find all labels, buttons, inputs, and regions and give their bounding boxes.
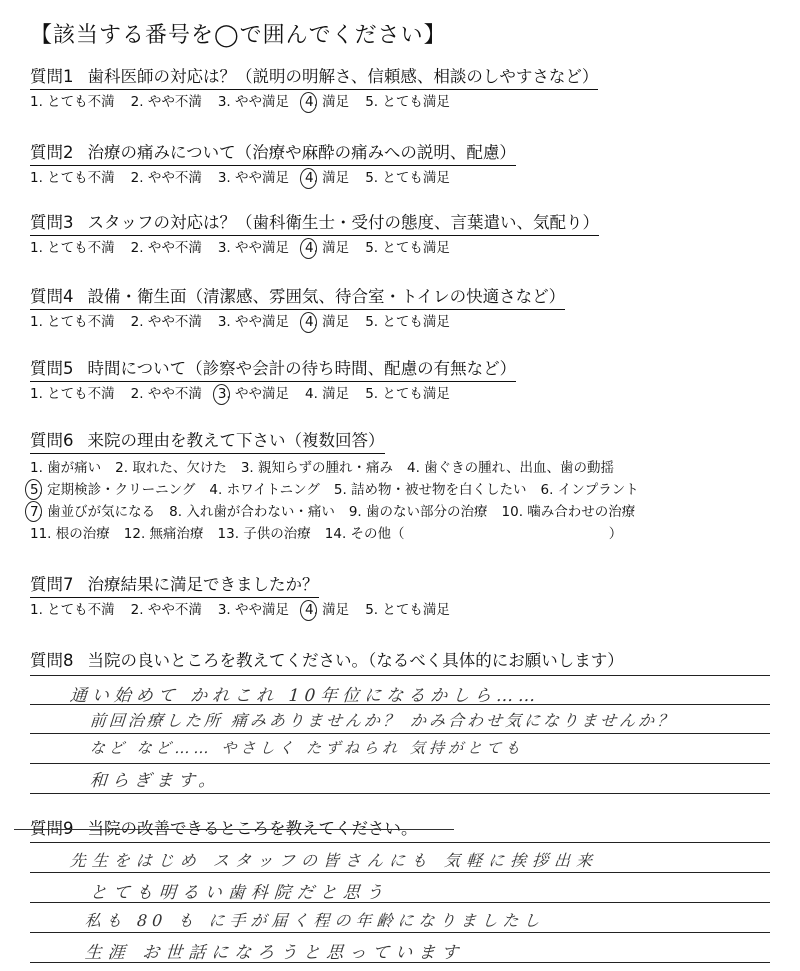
option[interactable]: 10. 噛み合わせの治療 (501, 504, 636, 520)
question-number: 質問7 (30, 575, 74, 594)
question-title (30, 650, 624, 673)
option[interactable]: 12. 無痛治療 (123, 526, 204, 542)
option-4-circled[interactable]: 4. 満足 (305, 170, 350, 186)
option-1[interactable]: 1. とても不満 (30, 386, 115, 402)
options-row (30, 501, 770, 523)
option-2[interactable]: 2. やや不満 (130, 170, 202, 186)
question-text: 当院の改善できるところを教えてください。 (87, 819, 418, 838)
question-title (30, 142, 516, 166)
handwritten-answer-line: 先生をはじめ スタッフの皆さんにも 気軽に挨拶出来 (69, 851, 599, 870)
question-text: 時間について（診察や会計の待ち時間、配慮の有無など） (87, 359, 517, 378)
question-number: 質問4 (30, 287, 74, 306)
option-4-circled[interactable]: 4. 満足 (305, 314, 350, 330)
option[interactable]: 2. 取れた、欠けた (115, 460, 227, 476)
option[interactable]: 13. 子供の治療 (217, 526, 311, 542)
option-3[interactable]: 3. やや満足 (217, 240, 290, 256)
question-number: 質問1 (30, 67, 74, 86)
rule-line (30, 675, 770, 676)
question-text: 設備・衛生面（清潔感、雰囲気、待合室・トイレの快適さなど） (87, 287, 566, 306)
rule-line (30, 793, 770, 794)
option[interactable]: 11. 根の治療 (30, 526, 110, 542)
option-1[interactable]: 1. とても不満 (30, 602, 115, 618)
option-1[interactable]: 1. とても不満 (30, 240, 115, 256)
option-4-circled[interactable]: 4. 満足 (305, 94, 350, 110)
option[interactable]: 1. 歯が痛い (30, 460, 102, 476)
question-title (30, 212, 599, 236)
options-row (30, 238, 770, 258)
question-5 (30, 358, 770, 404)
option-other[interactable]: 14. その他（ (324, 526, 405, 542)
question-number: 質問5 (30, 359, 74, 378)
page-title: 【該当する番号を◯で囲んでください】 (30, 23, 447, 48)
option-circled[interactable]: 7. 歯並びが気になる (30, 501, 155, 523)
question-number: 質問2 (30, 143, 74, 162)
option-2[interactable]: 2. やや不満 (130, 602, 202, 618)
question-7 (30, 574, 770, 620)
option-5[interactable]: 5. とても満足 (365, 94, 450, 110)
question-title (30, 66, 598, 90)
option-3-circled[interactable]: 3. やや満足 (217, 386, 290, 402)
question-number: 質問9 (30, 819, 74, 838)
option-2[interactable]: 2. やや不満 (130, 386, 202, 402)
question-title (30, 574, 319, 598)
question-text: 治療の痛みについて（治療や麻酔の痛みへの説明、配慮） (87, 143, 516, 162)
option-1[interactable]: 1. とても不満 (30, 170, 115, 186)
handwritten-answer-line: 通い始めて かれこれ 10年位になるかしら…… (69, 686, 541, 706)
question-number: 質問8 (30, 651, 74, 670)
option-3[interactable]: 3. やや満足 (217, 170, 290, 186)
question-8 (30, 650, 770, 673)
options-row (30, 457, 770, 479)
handwritten-answer-line: 私も 80 も に手が届く程の年齢になりましたし (84, 911, 546, 930)
question-number: 質問6 (30, 431, 74, 450)
question-title (30, 286, 565, 310)
strike-line (14, 829, 454, 830)
options-row (30, 600, 770, 620)
question-4 (30, 286, 770, 332)
option-1[interactable]: 1. とても不満 (30, 94, 115, 110)
options-row (30, 479, 770, 501)
rule-line (30, 763, 770, 764)
option[interactable]: 8. 入れ歯が合わない・痛い (169, 504, 335, 520)
question-3 (30, 212, 770, 258)
options-row (30, 312, 770, 332)
question-title (30, 358, 516, 382)
options-row (30, 168, 770, 188)
handwritten-answer-line: など など…… やさしく たずねられ 気持がとても (89, 739, 525, 757)
option-5[interactable]: 5. とても満足 (365, 170, 450, 186)
option[interactable]: 3. 親知らずの腫れ・痛み (240, 460, 394, 476)
option[interactable]: 6. インプラント (540, 482, 639, 498)
option-circled[interactable]: 5. 定期検診・クリーニング (30, 479, 195, 501)
option-1[interactable]: 1. とても不満 (30, 314, 115, 330)
options-row (30, 523, 770, 545)
question-1 (30, 66, 770, 112)
answer-area-q9[interactable] (30, 842, 770, 967)
option-3[interactable]: 3. やや満足 (217, 602, 290, 618)
option-5[interactable]: 5. とても満足 (365, 386, 450, 402)
option-2[interactable]: 2. やや不満 (130, 94, 202, 110)
question-text: 治療結果に満足できましたか？ (87, 575, 319, 594)
question-text: 歯科医師の対応は？（説明の明解さ、信頼感、相談のしやすさなど） (87, 67, 599, 86)
option-3[interactable]: 3. やや満足 (217, 94, 290, 110)
rule-line (30, 872, 770, 873)
option-4-circled[interactable]: 4. 満足 (305, 602, 350, 618)
handwritten-answer-line: 生涯 お世話になろうと思っています (84, 943, 465, 963)
option-other-close: ） (608, 526, 623, 542)
answer-area-q8[interactable] (30, 675, 770, 805)
handwritten-answer-line: とても明るい歯科院だと思う (89, 883, 390, 903)
question-2 (30, 142, 770, 188)
option-2[interactable]: 2. やや不満 (130, 314, 202, 330)
question-6 (30, 430, 770, 545)
option-4[interactable]: 4. 満足 (305, 386, 350, 402)
options-row (30, 384, 770, 404)
question-number: 質問3 (30, 213, 74, 232)
rule-line (30, 842, 770, 843)
question-title (30, 430, 385, 454)
option-5[interactable]: 5. とても満足 (365, 314, 450, 330)
handwritten-answer-line: 和らぎます。 (89, 771, 222, 791)
option[interactable]: 4. 歯ぐきの腫れ、出血、歯の動揺 (407, 460, 614, 476)
option[interactable]: 4. ホワイトニング (209, 482, 320, 498)
option-5[interactable]: 5. とても満足 (365, 240, 450, 256)
rule-line (30, 733, 770, 734)
option[interactable]: 9. 歯のない部分の治療 (348, 504, 488, 520)
question-text: スタッフの対応は？（歯科衛生士・受付の態度、言葉遣い、気配り） (87, 213, 599, 232)
option-3[interactable]: 3. やや満足 (217, 314, 290, 330)
handwritten-answer-line: 前回治療した所 痛みありませんか？ かみ合わせ気になりませんか？ (89, 711, 677, 730)
option-5[interactable]: 5. とても満足 (365, 602, 450, 618)
option[interactable]: 5. 詰め物・被せ物を白くしたい (333, 482, 527, 498)
option-2[interactable]: 2. やや不満 (130, 240, 202, 256)
question-text: 来院の理由を教えて下さい（複数回答） (87, 431, 385, 450)
question-text: 当院の良いところを教えてください。（なるべく具体的にお願いします） (87, 651, 624, 670)
option-4-circled[interactable]: 4. 満足 (305, 240, 350, 256)
rule-line (30, 932, 770, 933)
options-row (30, 92, 770, 112)
